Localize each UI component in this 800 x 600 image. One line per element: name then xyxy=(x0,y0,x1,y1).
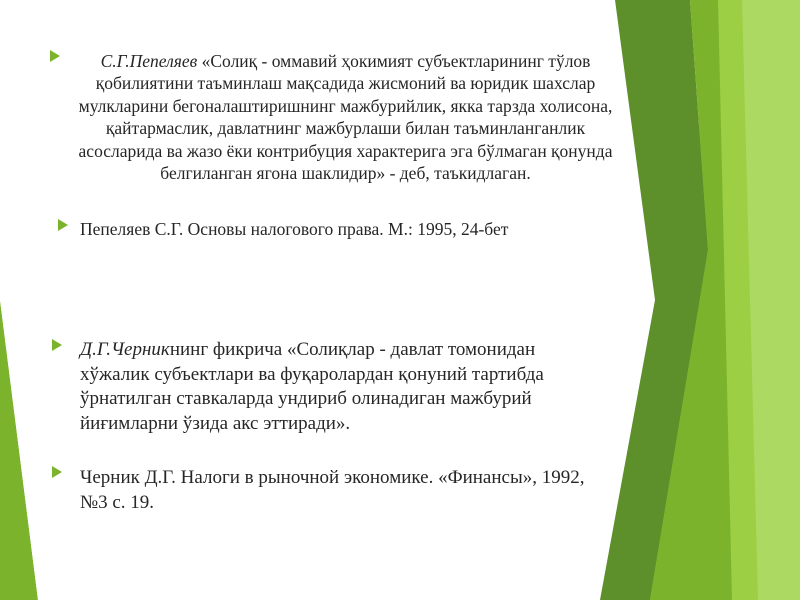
bullet-icon xyxy=(50,50,60,62)
quote-text: нинг фикрича «Солиқлар - давлат томонидан хўжалик субъектлари ва фуқаролардан қонуний тартибда ўрнатилган ставкаларда ундириб олинадиган мажбурий йиғимларни ўзида акс эттиради». xyxy=(80,339,544,434)
quote-pepelyaev xyxy=(68,50,623,184)
quote-author: Д.Г.Черник xyxy=(80,339,170,360)
reference-chernik: Черник Д.Г. Налоги в рыночной экономике. «Финансы», 1992, №3 с. 19. xyxy=(80,467,585,513)
quote-author: С.Г.Пепеляев xyxy=(100,51,198,71)
quote-text: «Солиқ - оммавий ҳокимият субъектларининг тўлов қобилиятини таъминлаш мақсадида жисмоний ва юридик шахслар мулкларини бегоналаштиришнинг мажбурийлик, якка тарзда холисона, қайтармаслик, давлатнинг мажбурлаши билан таъминланганлик асосларида ва жазо ёки контрибуция характерига эга бўлмаган қонунда белгиланган ягона шаклидир» - деб, таъкидлаган. xyxy=(78,51,613,184)
bullet-icon xyxy=(52,339,62,351)
quote-chernik xyxy=(80,338,600,436)
bullet-icon xyxy=(58,219,68,231)
bullet-icon xyxy=(52,466,62,478)
reference-pepelyaev: Пепеляев С.Г. Основы налогового права. М.: 1995, 24-бет xyxy=(80,219,509,239)
